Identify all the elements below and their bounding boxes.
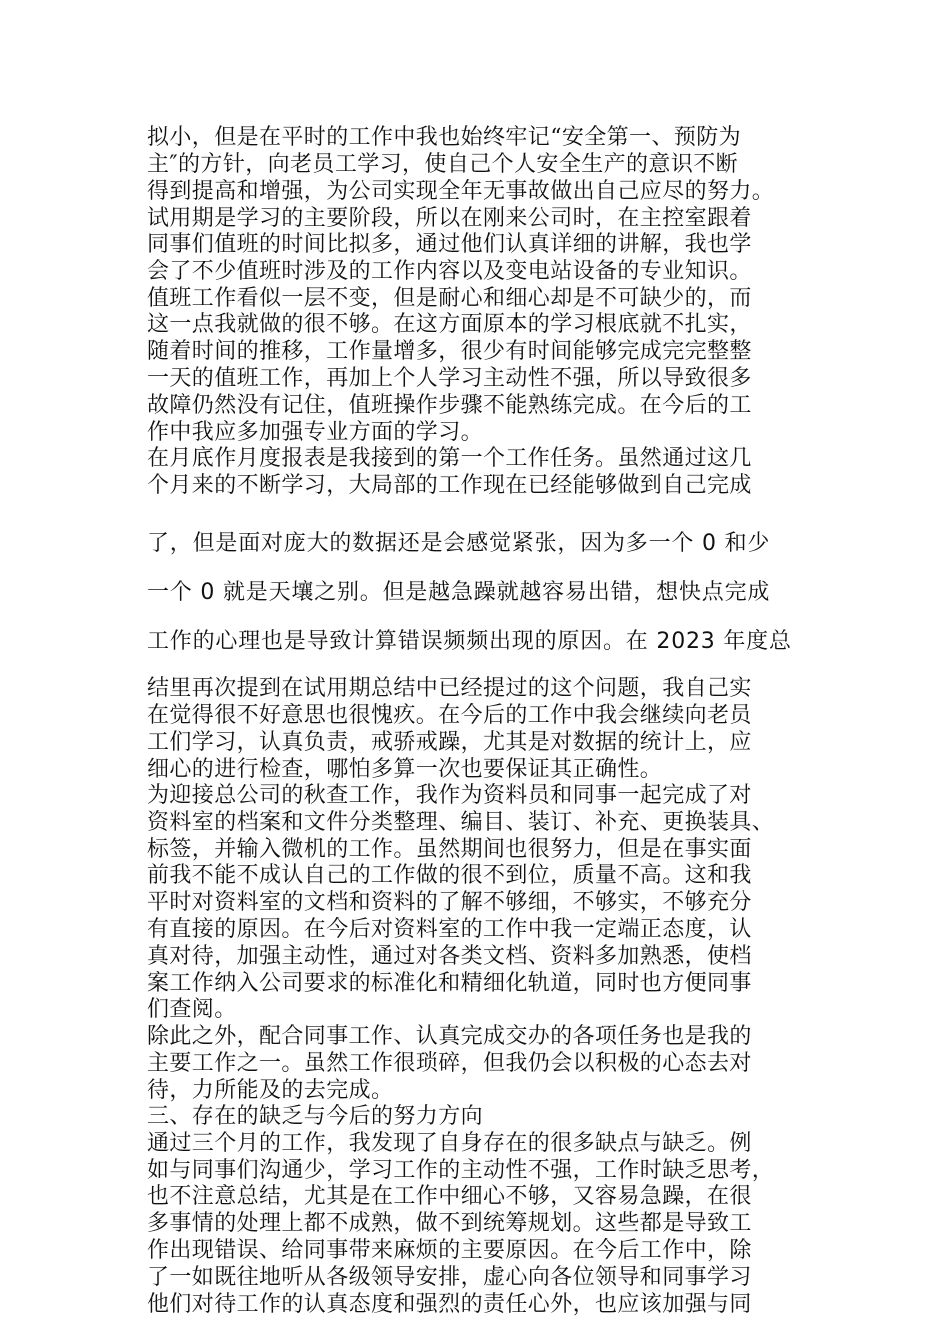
text-line: 结里再次提到在试用期总结中已经提过的这个问题，我自己实 <box>147 676 752 701</box>
text-line: 在月底作月度报表是我接到的第一个工作任务。虽然通过这几 <box>147 446 752 471</box>
text-line: 一天的值班工作，再加上个人学习主动性不强，所以导致很多 <box>147 366 752 391</box>
text-line: 会了不少值班时涉及的工作内容以及变电站设备的专业知识。 <box>147 259 752 284</box>
text-line: 有直接的原因。在今后对资料室的工作中我一定端正态度，认 <box>147 917 752 942</box>
text-line: 主″的方针，向老员工学习，使自己个人安全生产的意识不断 <box>147 152 739 177</box>
text-line: 通过三个月的工作，我发现了自身存在的很多缺点与缺乏。例 <box>147 1131 752 1156</box>
text-line: 工们学习，认真负责，戒骄戒躁，尤其是对数据的统计上，应 <box>147 730 752 755</box>
text-line: 一个 0 就是天壤之别。但是越急躁就越容易出错，想快点完成 <box>147 580 771 605</box>
text-line: 前我不能不成认自己的工作做的很不到位，质量不高。这和我 <box>147 863 752 888</box>
text-line: 在觉得很不好意思也很愧疚。在今后的工作中我会继续向老员 <box>147 703 752 728</box>
text-line: 真对待，加强主动性，通过对各类文档、资料多加熟悉，使档 <box>147 944 752 969</box>
text-line: 他们对待工作的认真态度和强烈的责任心外，也应该加强与同 <box>147 1292 752 1317</box>
text-line: 这一点我就做的很不够。在这方面原本的学习根底就不扎实， <box>147 312 752 337</box>
text-line: 工作的心理也是导致计算错误频频出现的原因。在 2023 年度总 <box>147 629 792 654</box>
text-line: 了一如既往地听从各级领导安排，虚心向各位领导和同事学习 <box>147 1265 752 1290</box>
text-line: 随着时间的推移，工作量增多，很少有时间能够完成完完整整 <box>147 339 752 364</box>
text-line: 故障仍然没有记住，值班操作步骤不能熟练完成。在今后的工 <box>147 393 752 418</box>
text-line: 除此之外，配合同事工作、认真完成交办的各项任务也是我的 <box>147 1024 752 1049</box>
text-line: 拟小，但是在平时的工作中我也始终牢记“安全第一、预防为 <box>147 125 742 150</box>
text-line: 为迎接总公司的秋查工作，我作为资料员和同事一起完成了对 <box>147 783 752 808</box>
text-line: 作中我应多加强专业方面的学习。 <box>147 420 484 445</box>
text-line: 得到提高和增强，为公司实现全年无事故做出自己应尽的努力。 <box>147 179 775 204</box>
text-line: 细心的进行检查，哪怕多算一次也要保证其正确性。 <box>147 757 663 782</box>
text-line: 多事情的处理上都不成熟，做不到统筹规划。这些都是导致工 <box>147 1211 752 1236</box>
text-line: 标签，并输入微机的工作。虽然期间也很努力，但是在事实面 <box>147 837 752 862</box>
text-line: 了，但是面对庞大的数据还是会感觉紧张，因为多一个 0 和少 <box>147 531 771 556</box>
text-line: 待，力所能及的去完成。 <box>147 1078 394 1103</box>
text-line: 主要工作之一。虽然工作很琐碎，但我仍会以积极的心态去对 <box>147 1051 752 1076</box>
section-heading: 三、存在的缺乏与今后的努力方向 <box>147 1104 484 1129</box>
text-line: 资料室的档案和文件分类整理、编目、装订、补充、更换装具、 <box>147 810 775 835</box>
text-line: 试用期是学习的主要阶段，所以在刚来公司时，在主控室跟着 <box>147 206 752 231</box>
text-line: 作出现错误、给同事带来麻烦的主要原因。在今后工作中，除 <box>147 1238 752 1263</box>
text-line: 同事们值班的时间比拟多，通过他们认真详细的讲解，我也学 <box>147 232 752 257</box>
text-line: 如与同事们沟通少，学习工作的主动性不强，工作时缺乏思考， <box>147 1158 775 1183</box>
text-line: 值班工作看似一层不变，但是耐心和细心却是不可缺少的，而 <box>147 286 752 311</box>
text-line: 也不注意总结，尤其是在工作中细心不够，又容易急躁，在很 <box>147 1184 752 1209</box>
text-line: 们查阅。 <box>147 997 237 1022</box>
text-line: 个月来的不断学习，大局部的工作现在已经能够做到自己完成 <box>147 473 752 498</box>
text-line: 平时对资料室的文档和资料的了解不够细，不够实，不够充分 <box>147 890 752 915</box>
text-line: 案工作纳入公司要求的标准化和精细化轨道，同时也方便同事 <box>147 971 752 996</box>
